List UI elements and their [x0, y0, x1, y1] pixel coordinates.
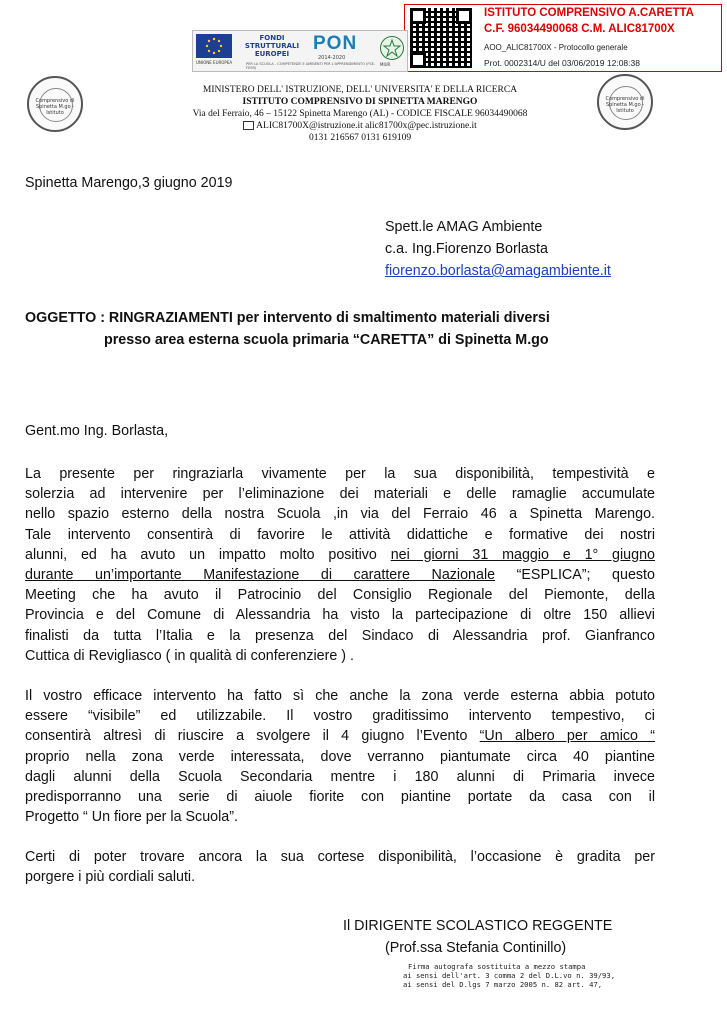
email-icon	[243, 121, 254, 130]
recipient-company: Spett.le AMAG Ambiente	[385, 219, 543, 235]
place-date: Spinetta Marengo,3 giugno 2019	[25, 175, 233, 191]
stamp-codes: C.F. 96034490068 C.M. ALIC81700X	[484, 23, 675, 35]
school-emails: ALIC81700X@istruzione.it alic81700x@pec.istruzione.it	[140, 120, 580, 132]
signature-note-3: ai sensi del D.lgs 7 marzo 2005 n. 82 art. 47,	[403, 980, 603, 989]
pon-subtitle: PER LA SCUOLA - COMPETENZE E AMBIENTI PER L'APPRENDIMENTO (FSE-FESR)	[246, 62, 376, 70]
fondi-strutturali-logo: FONDI STRUTTURALI EUROPEI	[244, 34, 300, 58]
recipient-attention: c.a. Ing.Fiorenzo Borlasta	[385, 241, 548, 257]
signature-title: Il DIRIGENTE SCOLASTICO REGGENTE	[343, 918, 613, 934]
signature-note-1: Firma autografa sostituita a mezzo stampa	[408, 962, 586, 971]
pon-years: 2014-2020	[318, 55, 346, 61]
stamp-protocol-number: Prot. 0002314/U del 03/06/2019 12:08:38	[484, 58, 640, 68]
stamp-school: ISTITUTO COMPRENSIVO A.CARETTA	[484, 7, 694, 19]
italian-emblem-icon	[380, 36, 404, 60]
school-name: ISTITUTO COMPRENSIVO DI SPINETTA MARENGO	[242, 97, 478, 107]
school-seal-right: Comprensivo di Spinetta M.go - Istituto	[597, 74, 653, 130]
paragraph-3: Certi di poter trovare ancora la sua cortese disponibilità, l’occasione è gradita per porgere i più cordiali saluti.	[25, 849, 655, 886]
school-address: Via del Ferraio, 46 – 15122 Spinetta Marengo (AL) - CODICE FISCALE 96034490068	[192, 109, 528, 119]
paragraph-1: La presente per ringraziarla vivamente per la sua disponibilità, tempestività e solerzia ad intervenire per l’eliminazione dei materiali e delle ramaglie accumulate nello spazio esterno della nostra Scuola ,in via del Ferraio 46 a Spinetta Marengo. Tale intervento consentirà di favorire le attività didattiche e formative dei nostri alunni, ed ha avuto un impatto molto positivo nei giorni 31 maggio e 1° giugno durante un’importante Manifestazione di carattere Nazionale “ESPLICA”; questo Meeting che ha avuto il Patrocinio del Consiglio Regionale del Piemonte, della Provincia e del Comune di Alessandria ha visto la partecipazione di oltre 150 allievi finalisti da tutta l’Italia e la presenza del Sindaco di Alessandria prof. Gianfranco Cuttica di Revigliasco ( in qualità di conferenziere ) .	[25, 466, 655, 664]
school-phones: 0131 216567 0131 619109	[308, 133, 412, 143]
paragraph-2: Il vostro efficace intervento ha fatto sì che anche la zona verde esterna abbia potuto essere “visibile” ed utilizzabile. Il vostro graditissimo intervento tempestivo, ci consentirà altresì di riuscire a svolgere il 4 giugno l’Evento “Un albero per amico “ proprio nella zona verde interessata, dove verranno piantumate circa 40 piantine dagli alunni della Scuola Secondaria mentre i 180 alunni di Primaria invece predisporranno una serie di aiuole fiorite con piantine portate da casa con il Progetto “ Un fiore per la Scuola”.	[25, 688, 655, 826]
signature-note-2: ai sensi dell'art. 3 comma 2 del D.L.vo n. 39/93,	[403, 971, 616, 980]
ministry-name: MINISTERO DELL' ISTRUZIONE, DELL' UNIVERSITA' E DELLA RICERCA	[202, 85, 518, 95]
stamp-register: AOO_ALIC81700X - Protocollo generale	[484, 43, 628, 52]
recipient-email-link[interactable]: fiorenzo.borlasta@amagambiente.it	[385, 263, 611, 279]
signature-name: (Prof.ssa Stefania Continillo)	[385, 940, 567, 956]
letter-subject: OGGETTO : RINGRAZIAMENTI per intervento di smaltimento materiali diversi presso area esterna scuola primaria “CARETTA” di Spinetta M.go	[25, 310, 550, 348]
italian-emblem-caption: MIUR	[380, 62, 391, 67]
eu-flag-icon	[196, 34, 232, 58]
greeting: Gent.mo Ing. Borlasta,	[25, 423, 169, 439]
pon-logo: PON	[313, 33, 358, 54]
eu-caption: UNIONE EUROPEA	[196, 60, 233, 65]
school-seal-left: Comprensivo di Spinetta M.go - Istituto	[27, 76, 83, 132]
qr-code	[410, 8, 472, 68]
